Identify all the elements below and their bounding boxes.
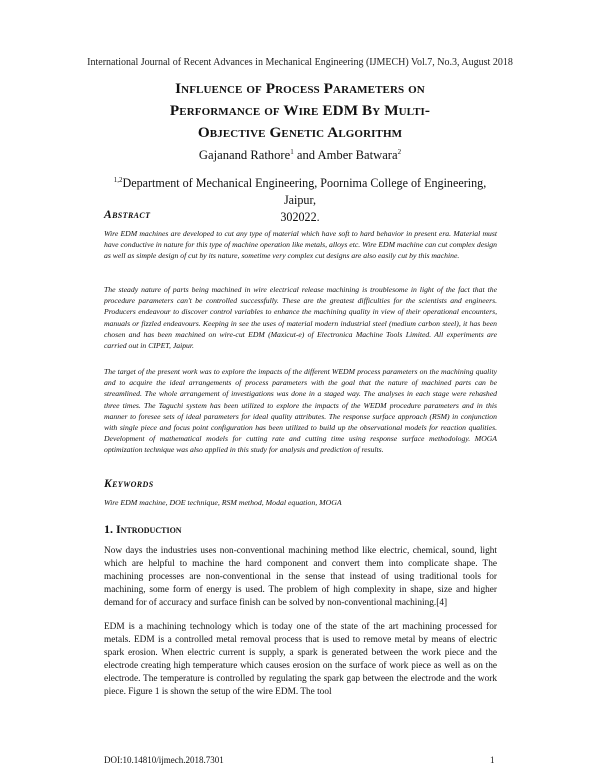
author-2-superscript: 2 (397, 147, 402, 156)
introduction-paragraph-2: EDM is a machining technology which is today one of the state of the art machining processed for metals. EDM is a controlled metal removal process that is used to remove metal by means of electric spark erosion. When electric current is supply, a spark is generated between the work piece and the electrode creating high temperature which causes erosion on the surface of work piece as well as on the electrode. The temperature is controlled by regulating the spark gap between the electrode and the work piece. Figure 1 is shown the setup of the wire EDM. The tool (104, 622, 497, 697)
introduction-heading: 1. Introduction (104, 522, 182, 536)
keywords-heading: Keywords (104, 478, 154, 490)
page-number: 1 (490, 755, 495, 765)
affiliation (110, 175, 490, 226)
title-line-2: Performance of Wire EDM By Multi- (169, 102, 431, 119)
affiliation-line-1: Department of Mechanical Engineering, Poornima College of Engineering, Jaipur, (122, 176, 487, 207)
affiliation-superscript: 1,2 (113, 175, 123, 184)
author-2-name: Amber Batwara (317, 148, 398, 162)
abstract-heading: Abstract (104, 209, 151, 221)
title-line-3: Objective Genetic Algorithm (197, 124, 403, 141)
abstract-paragraph-2: The steady nature of parts being machined in wire electrical release machining is troublesome in light of the fact that the procedure parameters can't be controlled successfully. These are the greatest difficulties for the scientists and engineers. Producers endeavour to discover control variables to enhance the machining quality in view of their operational encounters, manuals or fizzled endeavours. Keeping in see the uses of material modern industrial steel (medium carbon steel), it has been chosen and has been machined on wire-cut EDM (Maxicut-e) of Electronica Machine Tools Limited. All experiments are carried out in CIPET, Jaipur. (104, 285, 497, 351)
abstract-paragraph-1: Wire EDM machines are developed to cut any type of material which have soft to hard behavior in present era. Material must have conductive in nature for this type of machine operation like metals, alloys etc. Wire EDM machine can cut complex design as well as simple design of cut by its nature, sometime very complex cut designs are also easily cut by this machine. (104, 229, 497, 261)
author-1-superscript: 1 (290, 147, 294, 156)
journal-header: International Journal of Recent Advances in Mechanical Engineering (IJMECH) Vol.7, No.3, August 2018 (87, 57, 513, 68)
affiliation-line-2: 302022. (280, 210, 320, 224)
doi-footer: DOI:10.14810/ijmech.2018.7301 (104, 755, 224, 765)
author-connector: and (293, 148, 318, 162)
paper-title (100, 78, 500, 144)
introduction-paragraph-1: Now days the industries uses non-conventional machining method like electric, chemical, sound, light which are helpful to machine the hard component and convert them into complicate shape. The machining processes are non-conventional in the sense that instead of using traditional tools for machining, some form of energy is used. The problem of high complexity in shape, size and higher demand for of accuracy and surface finish can be solved by non-conventional machining.[4] (104, 546, 497, 608)
abstract-paragraph-3: The target of the present work was to explore the impacts of the different WEDM process parameters on the machining quality and to acquire the ideal arrangements of process parameters with the goal that the nature of machined parts can be streamlined. The whole arrangement of investigations was done in a staged way. The analyses in each stage were rehashed three times. The Taguchi system has been utilized to explore the impacts of the WEDM procedure parameters and in this manner to foresee sets of ideal parameters for ideal quality attributes. The response surface approach (RSM) in conjunction with single piece and focus point configuration has been utilized to build up the observational models for reaction qualities. Development of mathematical models for cutting rate and cutting time using response surface methodology. MOGA optimization technique was also applied in this study for analysis and prediction of results. (104, 367, 497, 455)
keywords-list: Wire EDM machine, DOE technique, RSM method, Modal equation, MOGA (104, 498, 342, 507)
author-1-name: Gajanand Rathore (198, 148, 291, 162)
author-line (0, 148, 600, 163)
title-line-1: Influence of Process Parameters on (175, 80, 425, 97)
